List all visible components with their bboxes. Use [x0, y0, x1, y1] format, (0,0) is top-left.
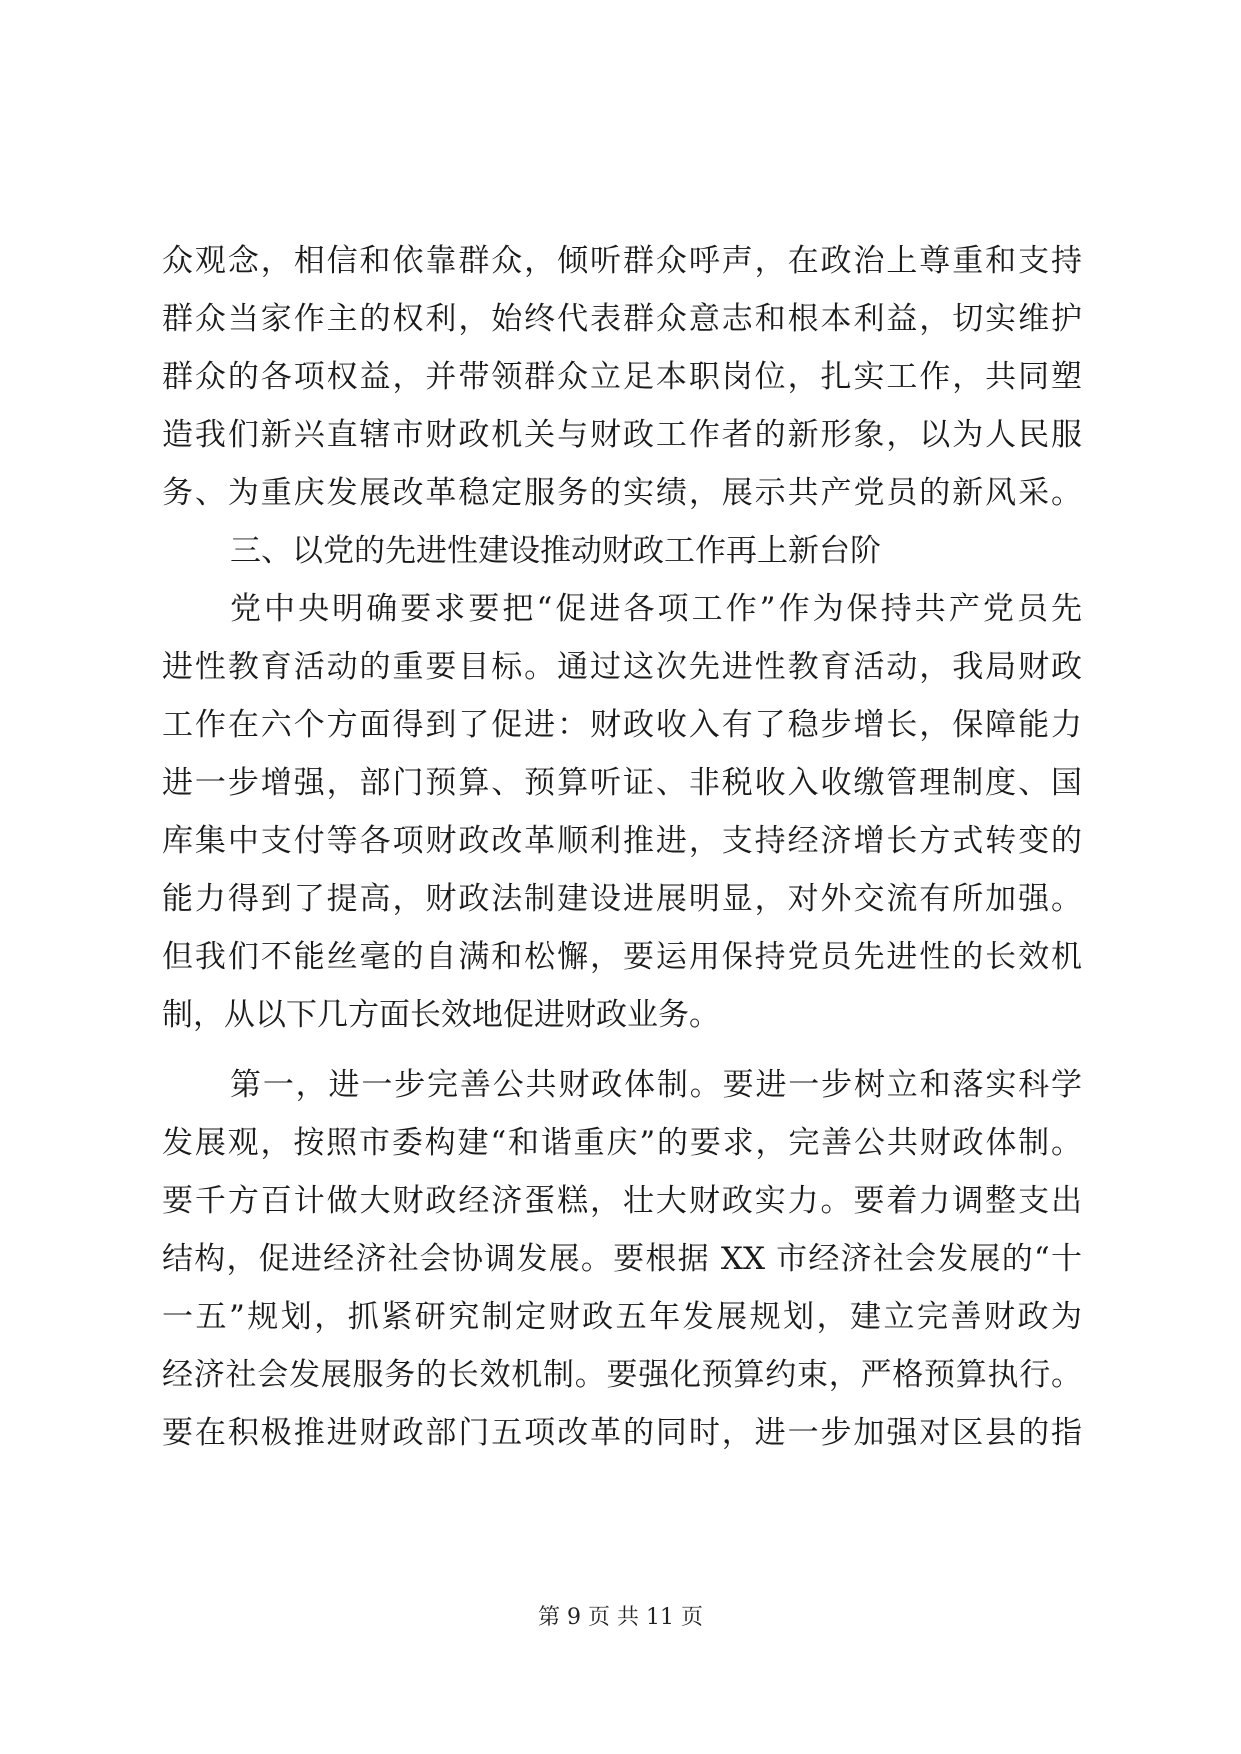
- text-line: 党中央明确要求要把“促进各项工作”作为保持共产党员先: [230, 591, 1082, 627]
- text-line: 众观念，相信和依靠群众，倾听群众呼声，在政治上尊重和支持: [162, 243, 1082, 279]
- text-line: 经济社会发展服务的长效机制。要强化预算约束，严格预算执行。: [162, 1357, 1082, 1393]
- document-body: [162, 232, 1082, 1462]
- text-line: 要在积极推进财政部门五项改革的同时，进一步加强对区县的指: [162, 1415, 1082, 1451]
- text-line: 一五”规划，抓紧研究制定财政五年发展规划，建立完善财政为: [162, 1299, 1082, 1335]
- paragraph-continuation: [162, 232, 1082, 522]
- text-line: 但我们不能丝毫的自满和松懈，要运用保持党员先进性的长效机: [162, 939, 1082, 975]
- text-line: 务、为重庆发展改革稳定服务的实绩，展示共产党员的新风采。: [162, 475, 1082, 511]
- text-line: 工作在六个方面得到了促进：财政收入有了稳步增长，保障能力: [162, 707, 1082, 743]
- text-line: 进性教育活动的重要目标。通过这次先进性教育活动，我局财政: [162, 649, 1082, 685]
- text-line: 造我们新兴直辖市财政机关与财政工作者的新形象，以为人民服: [162, 417, 1082, 453]
- paragraph: [162, 1056, 1082, 1462]
- page-footer: 第 9 页 共 11 页: [538, 1605, 703, 1630]
- text-line: 要千方百计做大财政经济蛋糕，壮大财政实力。要着力调整支出: [162, 1183, 1082, 1219]
- text-line: 制，从以下几方面长效地促进财政业务。: [162, 997, 720, 1033]
- text-line: 群众的各项权益，并带领群众立足本职岗位，扎实工作，共同塑: [162, 359, 1082, 395]
- section-heading: 三、以党的先进性建设推动财政工作再上新台阶: [230, 533, 881, 569]
- paragraph-gap: [162, 1044, 1082, 1056]
- text-line: 能力得到了提高，财政法制建设进展明显，对外交流有所加强。: [162, 881, 1082, 917]
- text-line: 结构，促进经济社会协调发展。要根据 XX 市经济社会发展的“十: [162, 1241, 1082, 1277]
- text-line: 发展观，按照市委构建“和谐重庆”的要求，完善公共财政体制。: [162, 1125, 1082, 1161]
- text-line: 群众当家作主的权利，始终代表群众意志和根本利益，切实维护: [162, 301, 1082, 337]
- paragraph: [162, 580, 1082, 1044]
- text-line: 进一步增强，部门预算、预算听证、非税收入收缴管理制度、国: [162, 765, 1082, 801]
- text-line: 库集中支付等各项财政改革顺利推进，支持经济增长方式转变的: [162, 823, 1082, 859]
- text-line: 第一，进一步完善公共财政体制。要进一步树立和落实科学: [230, 1067, 1082, 1103]
